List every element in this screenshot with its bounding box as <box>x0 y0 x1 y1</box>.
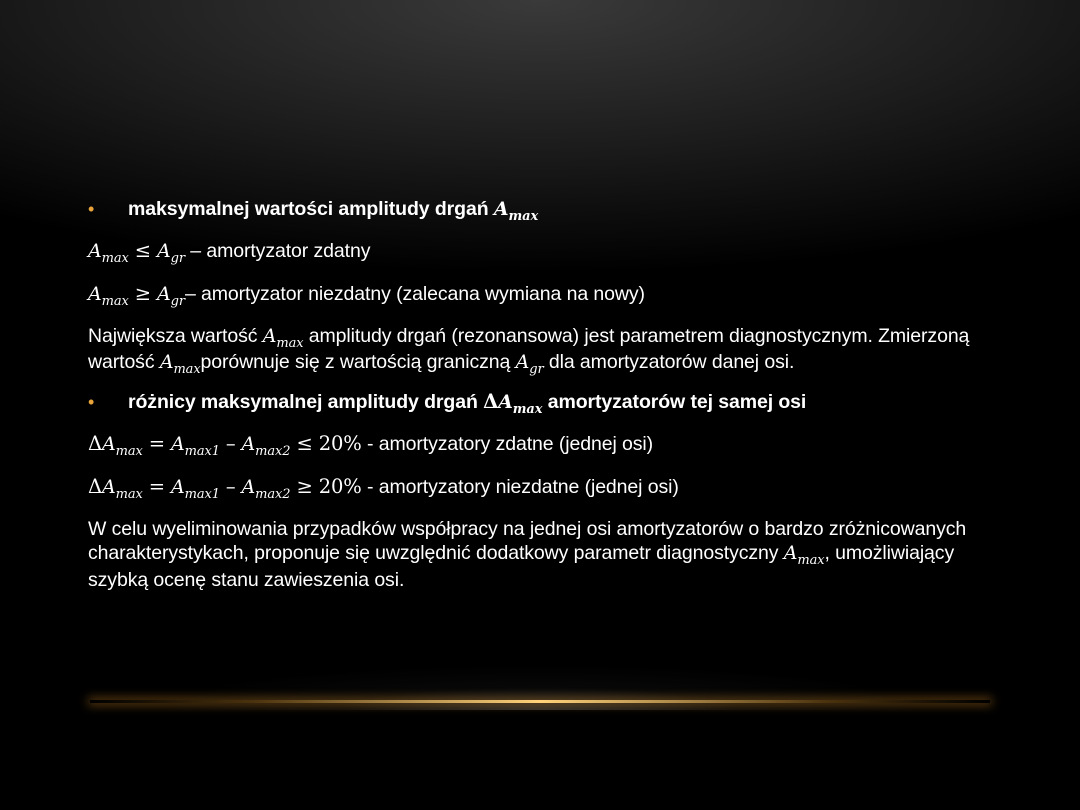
bullet-icon: • <box>88 392 95 413</box>
condition-text: – amortyzator zdatny <box>184 239 371 262</box>
math-symbol: $A_{max}$ <box>493 198 539 224</box>
math-symbol: $A_{max}$ <box>262 324 304 351</box>
bullet-icon: • <box>88 199 95 219</box>
math-symbol: $A_{max}$ <box>159 351 201 378</box>
paragraph-conclusion: W celu wyeliminowania przypadków współpracy na jednej osi amortyzatorów o bardzo zróżnicowanych charakterystykach, proponuje się uwzględnić dodatkowy parametr diagnostyczny $A_{max}$, umożliwiający szybką ocenę stanu zawieszenia osi. <box>88 517 967 591</box>
decorative-divider <box>90 700 990 703</box>
math-operator: ≤ <box>134 238 151 262</box>
bullet-text: maksymalnej wartości amplitudy drgań <box>128 198 494 220</box>
condition-line-ok <box>88 239 1008 267</box>
math-lhs: $A_{max}$ <box>88 282 129 309</box>
bullet-item-amplitude-difference: • różnicy maksymalnej amplitudy drgań $\Delta A_{max}$ amortyzatorów tej samej osi <box>88 390 807 418</box>
math-rhs: $A_{gr}$ <box>156 239 185 266</box>
equation-line-ok: $\Delta A_{max} = A_{max1} - A_{max2} \le 20\%$ - amortyzatory zdatne (jednej osi) <box>88 432 654 460</box>
paragraph-description: Największa wartość $A_{max}$ amplitudy drgań (rezonansowa) jest parametrem diagnostycznym. Zmierzoną wartość $A_{max}porównuje$ się z wartością graniczną $A_{gr}$ dla amortyzatorów danej osi. <box>88 324 970 378</box>
bullet-item-max-amplitude <box>88 198 1008 225</box>
condition-text: – amortyzator niezdatny (zalecana wymiana na nowy) <box>184 282 645 305</box>
math-symbol: $A_{max}$ <box>783 541 825 568</box>
math-symbol: $A_{max}$ <box>498 391 543 418</box>
math-symbol: $A_{gr}$ <box>515 351 544 378</box>
slide-content <box>88 198 1008 604</box>
equation-text: - amortyzatory zdatne (jednej osi) <box>361 433 654 456</box>
equation-text: - amortyzatory niezdatne (jednej osi) <box>361 476 679 499</box>
condition-line-fail <box>88 282 1008 310</box>
bottom-glow <box>140 620 940 710</box>
math-operator: ≥ <box>134 281 151 305</box>
math-lhs: $A_{max}$ <box>88 239 129 266</box>
math-rhs: $A_{gr}$ <box>156 282 185 309</box>
equation-line-fail: $\Delta A_{max} = A_{max1} - A_{max2} \ge 20\%$ - amortyzatory niezdatne (jednej osi) <box>88 475 679 503</box>
